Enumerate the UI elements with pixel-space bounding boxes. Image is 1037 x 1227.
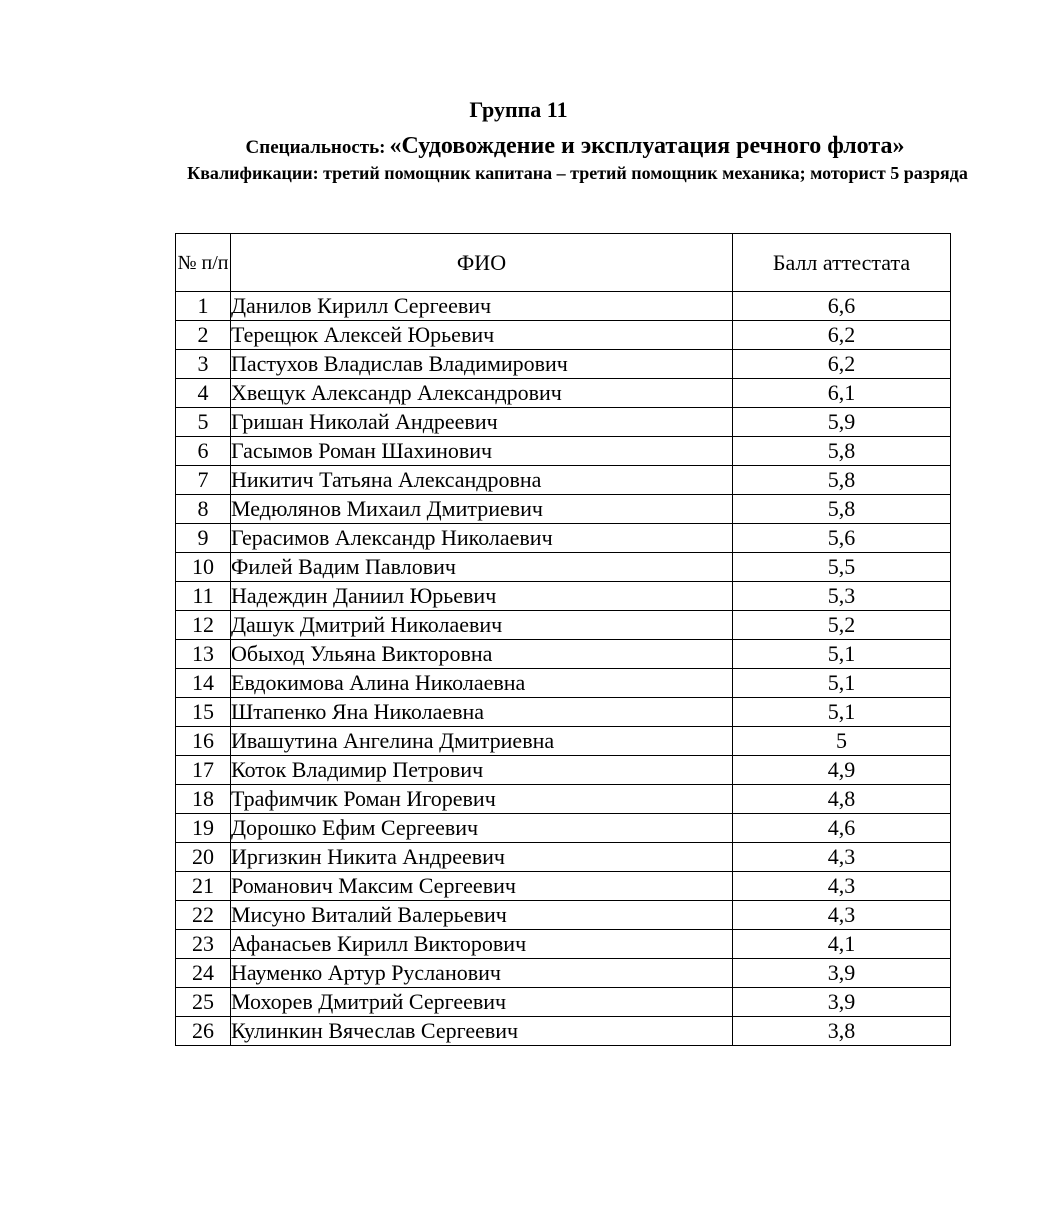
table-row bbox=[176, 466, 951, 495]
table-row bbox=[176, 843, 951, 872]
student-name: Ивашутина Ангелина Дмитриевна bbox=[231, 727, 733, 756]
row-number: 19 bbox=[176, 814, 231, 843]
table-row bbox=[176, 901, 951, 930]
student-name: Данилов Кирилл Сергеевич bbox=[231, 292, 733, 321]
row-number: 21 bbox=[176, 872, 231, 901]
student-name: Гасымов Роман Шахинович bbox=[231, 437, 733, 466]
certificate-score: 5,1 bbox=[733, 640, 951, 669]
student-name: Дорошко Ефим Сергеевич bbox=[231, 814, 733, 843]
certificate-score: 5,8 bbox=[733, 495, 951, 524]
student-name: Евдокимова Алина Николаевна bbox=[231, 669, 733, 698]
table-row bbox=[176, 292, 951, 321]
table-row bbox=[176, 321, 951, 350]
student-name: Афанасьев Кирилл Викторович bbox=[231, 930, 733, 959]
student-name: Терещюк Алексей Юрьевич bbox=[231, 321, 733, 350]
header-full-name: ФИО bbox=[231, 234, 733, 292]
student-name: Никитич Татьяна Александровна bbox=[231, 466, 733, 495]
student-name: Пастухов Владислав Владимирович bbox=[231, 350, 733, 379]
student-name: Кулинкин Вячеслав Сергеевич bbox=[231, 1017, 733, 1046]
specialty-label: Специальность: bbox=[245, 137, 386, 158]
student-name: Медюлянов Михаил Дмитриевич bbox=[231, 495, 733, 524]
table-row bbox=[176, 872, 951, 901]
certificate-score: 6,1 bbox=[733, 379, 951, 408]
certificate-score: 5 bbox=[733, 727, 951, 756]
row-number: 4 bbox=[176, 379, 231, 408]
row-number: 14 bbox=[176, 669, 231, 698]
table-row bbox=[176, 611, 951, 640]
row-number: 7 bbox=[176, 466, 231, 495]
row-number: 2 bbox=[176, 321, 231, 350]
table-row bbox=[176, 553, 951, 582]
document-title: Группа 11 bbox=[469, 97, 568, 122]
table-row bbox=[176, 727, 951, 756]
certificate-score: 6,6 bbox=[733, 292, 951, 321]
certificate-score: 5,5 bbox=[733, 553, 951, 582]
certificate-score: 4,3 bbox=[733, 872, 951, 901]
student-name: Коток Владимир Петрович bbox=[231, 756, 733, 785]
table-row bbox=[176, 959, 951, 988]
table-row bbox=[176, 814, 951, 843]
header-number: № п/п bbox=[176, 234, 231, 292]
row-number: 13 bbox=[176, 640, 231, 669]
row-number: 23 bbox=[176, 930, 231, 959]
certificate-score: 6,2 bbox=[733, 350, 951, 379]
table-header-row bbox=[176, 234, 951, 292]
row-number: 22 bbox=[176, 901, 231, 930]
row-number: 5 bbox=[176, 408, 231, 437]
table-row bbox=[176, 640, 951, 669]
table-row bbox=[176, 524, 951, 553]
row-number: 15 bbox=[176, 698, 231, 727]
student-name: Обыход Ульяна Викторовна bbox=[231, 640, 733, 669]
certificate-score: 4,3 bbox=[733, 901, 951, 930]
student-name: Штапенко Яна Николаевна bbox=[231, 698, 733, 727]
row-number: 26 bbox=[176, 1017, 231, 1046]
certificate-score: 6,2 bbox=[733, 321, 951, 350]
row-number: 18 bbox=[176, 785, 231, 814]
row-number: 16 bbox=[176, 727, 231, 756]
student-name: Иргизкин Никита Андреевич bbox=[231, 843, 733, 872]
certificate-score: 5,9 bbox=[733, 408, 951, 437]
certificate-score: 5,8 bbox=[733, 437, 951, 466]
row-number: 3 bbox=[176, 350, 231, 379]
certificate-score: 5,8 bbox=[733, 466, 951, 495]
row-number: 1 bbox=[176, 292, 231, 321]
certificate-score: 3,8 bbox=[733, 1017, 951, 1046]
student-name: Трафимчик Роман Игоревич bbox=[231, 785, 733, 814]
student-name: Хвещук Александр Александрович bbox=[231, 379, 733, 408]
row-number: 20 bbox=[176, 843, 231, 872]
student-name: Надеждин Даниил Юрьевич bbox=[231, 582, 733, 611]
qualification-text: Квалификации: третий помощник капитана – третий помощник механика; моторист 5 разряда bbox=[187, 163, 968, 183]
table-row bbox=[176, 785, 951, 814]
table-row bbox=[176, 988, 951, 1017]
specialty-value: «Судовождение и эксплуатация речного флота» bbox=[389, 133, 905, 159]
certificate-score: 3,9 bbox=[733, 959, 951, 988]
table-row bbox=[176, 930, 951, 959]
certificate-score: 4,8 bbox=[733, 785, 951, 814]
grades-table bbox=[175, 233, 951, 1046]
row-number: 17 bbox=[176, 756, 231, 785]
student-name: Герасимов Александр Николаевич bbox=[231, 524, 733, 553]
certificate-score: 5,1 bbox=[733, 698, 951, 727]
table-row bbox=[176, 582, 951, 611]
certificate-score: 4,3 bbox=[733, 843, 951, 872]
table-row bbox=[176, 756, 951, 785]
specialty-line bbox=[0, 131, 1037, 164]
table-row bbox=[176, 669, 951, 698]
table-row bbox=[176, 408, 951, 437]
row-number: 8 bbox=[176, 495, 231, 524]
table-row bbox=[176, 698, 951, 727]
table-row bbox=[176, 350, 951, 379]
row-number: 10 bbox=[176, 553, 231, 582]
student-name: Мохорев Дмитрий Сергеевич bbox=[231, 988, 733, 1017]
table-row bbox=[176, 379, 951, 408]
row-number: 25 bbox=[176, 988, 231, 1017]
certificate-score: 3,9 bbox=[733, 988, 951, 1017]
row-number: 12 bbox=[176, 611, 231, 640]
header-score: Балл аттестата bbox=[733, 234, 951, 292]
certificate-score: 5,1 bbox=[733, 669, 951, 698]
table-row bbox=[176, 495, 951, 524]
student-name: Филей Вадим Павлович bbox=[231, 553, 733, 582]
certificate-score: 5,3 bbox=[733, 582, 951, 611]
row-number: 24 bbox=[176, 959, 231, 988]
student-name: Романович Максим Сергеевич bbox=[231, 872, 733, 901]
row-number: 6 bbox=[176, 437, 231, 466]
certificate-score: 5,2 bbox=[733, 611, 951, 640]
certificate-score: 4,9 bbox=[733, 756, 951, 785]
certificate-score: 4,6 bbox=[733, 814, 951, 843]
student-name: Гришан Николай Андреевич bbox=[231, 408, 733, 437]
student-name: Мисуно Виталий Валерьевич bbox=[231, 901, 733, 930]
certificate-score: 4,1 bbox=[733, 930, 951, 959]
student-name: Дашук Дмитрий Николаевич bbox=[231, 611, 733, 640]
certificate-score: 5,6 bbox=[733, 524, 951, 553]
table-row bbox=[176, 1017, 951, 1046]
row-number: 11 bbox=[176, 582, 231, 611]
table-body bbox=[176, 292, 951, 1046]
table-row bbox=[176, 437, 951, 466]
row-number: 9 bbox=[176, 524, 231, 553]
student-name: Науменко Артур Русланович bbox=[231, 959, 733, 988]
